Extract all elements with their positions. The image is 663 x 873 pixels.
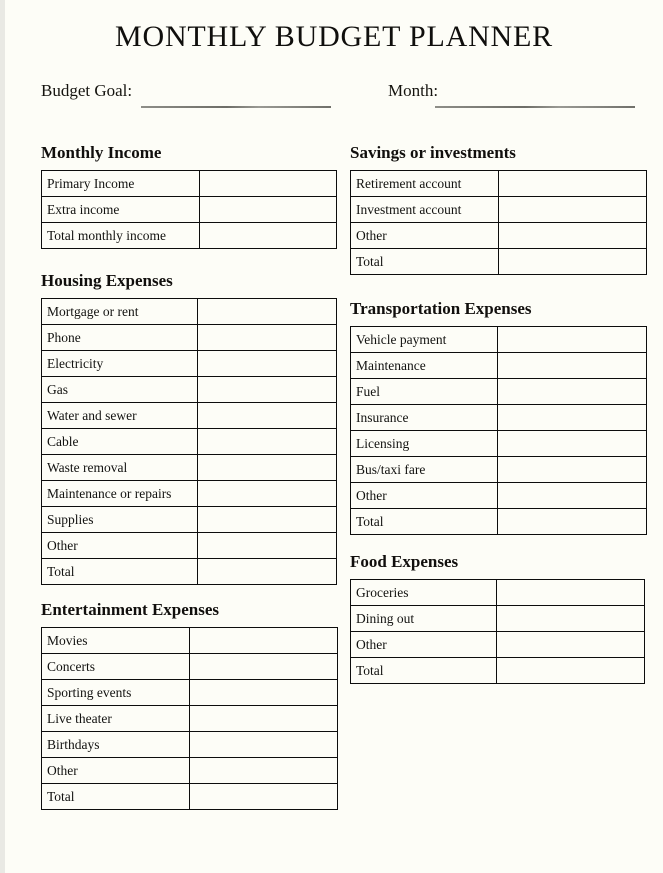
- row-label: Supplies: [42, 507, 198, 533]
- table-row: [42, 533, 337, 559]
- row-label: Other: [351, 223, 499, 249]
- row-label: Groceries: [351, 580, 497, 606]
- table-row: [351, 327, 647, 353]
- table-row: [42, 171, 337, 197]
- row-label: Other: [42, 533, 198, 559]
- table-row: [42, 628, 338, 654]
- table-row: [42, 680, 338, 706]
- budget-planner-page: [5, 0, 663, 873]
- row-value-input[interactable]: [497, 658, 645, 684]
- heading-housing-expenses: Housing Expenses: [41, 271, 173, 290]
- table-row: [42, 758, 338, 784]
- table-row: [42, 654, 338, 680]
- row-label: Total: [351, 658, 497, 684]
- table-row: [351, 223, 647, 249]
- row-value-input[interactable]: [497, 580, 645, 606]
- row-value-input[interactable]: [499, 249, 647, 275]
- row-label: Total: [42, 559, 198, 585]
- month-field[interactable]: [388, 78, 635, 108]
- row-value-input[interactable]: [190, 706, 338, 732]
- row-label: Total monthly income: [42, 223, 200, 249]
- table-row: [351, 197, 647, 223]
- row-label: Cable: [42, 429, 198, 455]
- row-value-input[interactable]: [198, 455, 337, 481]
- table-row: [42, 197, 337, 223]
- row-label: Dining out: [351, 606, 497, 632]
- table-savings-investments: [350, 170, 647, 275]
- table-row: [351, 580, 645, 606]
- row-value-input[interactable]: [498, 509, 647, 535]
- table-entertainment-expenses: [41, 627, 338, 810]
- row-label: Total: [351, 249, 499, 275]
- row-value-input[interactable]: [190, 732, 338, 758]
- table-row: [42, 559, 337, 585]
- row-label: Concerts: [42, 654, 190, 680]
- row-label: Movies: [42, 628, 190, 654]
- row-label: Total: [42, 784, 190, 810]
- row-value-input[interactable]: [198, 325, 337, 351]
- row-label: Total: [351, 509, 498, 535]
- budget-goal-label: Budget Goal:: [41, 81, 133, 100]
- table-row: [351, 509, 647, 535]
- table-row: [42, 325, 337, 351]
- section-monthly-income: [41, 143, 337, 249]
- heading-food-expenses: Food Expenses: [350, 552, 459, 571]
- row-label: Other: [351, 632, 497, 658]
- table-row: [351, 431, 647, 457]
- table-monthly-income: [41, 170, 337, 249]
- row-label: Birthdays: [42, 732, 190, 758]
- row-value-input[interactable]: [190, 784, 338, 810]
- section-savings-investments: [350, 143, 647, 275]
- row-value-input[interactable]: [499, 171, 647, 197]
- row-label: Maintenance: [351, 353, 498, 379]
- row-value-input[interactable]: [190, 758, 338, 784]
- row-value-input[interactable]: [498, 431, 647, 457]
- row-label: Retirement account: [351, 171, 499, 197]
- month-write-line[interactable]: [435, 106, 635, 108]
- row-value-input[interactable]: [499, 197, 647, 223]
- row-value-input[interactable]: [498, 405, 647, 431]
- row-value-input[interactable]: [198, 507, 337, 533]
- row-value-input[interactable]: [198, 299, 337, 325]
- row-value-input[interactable]: [190, 628, 338, 654]
- table-row: [42, 481, 337, 507]
- table-row: [42, 223, 337, 249]
- table-row: [351, 405, 647, 431]
- row-label: Vehicle payment: [351, 327, 498, 353]
- budget-goal-write-line[interactable]: [141, 106, 331, 108]
- table-row: [42, 377, 337, 403]
- table-row: [42, 351, 337, 377]
- table-row: [42, 732, 338, 758]
- row-value-input[interactable]: [198, 533, 337, 559]
- table-row: [42, 429, 337, 455]
- table-row: [351, 606, 645, 632]
- table-row: [351, 457, 647, 483]
- row-label: Waste removal: [42, 455, 198, 481]
- month-label: Month:: [388, 81, 439, 100]
- table-row: [42, 455, 337, 481]
- row-label: Primary Income: [42, 171, 200, 197]
- row-value-input[interactable]: [498, 327, 647, 353]
- row-value-input[interactable]: [198, 559, 337, 585]
- section-food-expenses: [350, 552, 645, 684]
- row-value-input[interactable]: [498, 353, 647, 379]
- row-value-input[interactable]: [498, 457, 647, 483]
- section-housing-expenses: [41, 271, 337, 585]
- row-label: Phone: [42, 325, 198, 351]
- table-row: [42, 507, 337, 533]
- row-label: Maintenance or repairs: [42, 481, 198, 507]
- row-value-input[interactable]: [497, 632, 645, 658]
- page-title: MONTHLY BUDGET PLANNER: [115, 20, 553, 53]
- row-label: Insurance: [351, 405, 498, 431]
- row-label: Water and sewer: [42, 403, 198, 429]
- row-label: Gas: [42, 377, 198, 403]
- table-row: [351, 171, 647, 197]
- row-label: Fuel: [351, 379, 498, 405]
- row-label: Mortgage or rent: [42, 299, 198, 325]
- table-housing-expenses: [41, 298, 337, 585]
- row-label: Electricity: [42, 351, 198, 377]
- table-row: [42, 403, 337, 429]
- row-label: Licensing: [351, 431, 498, 457]
- table-transportation-expenses: [350, 326, 647, 535]
- heading-savings-investments: Savings or investments: [350, 143, 516, 162]
- row-label: Extra income: [42, 197, 200, 223]
- row-value-input[interactable]: [190, 680, 338, 706]
- table-row: [351, 353, 647, 379]
- row-value-input[interactable]: [198, 377, 337, 403]
- table-row: [351, 483, 647, 509]
- section-entertainment-expenses: [41, 600, 338, 810]
- row-value-input[interactable]: [498, 483, 647, 509]
- row-label: Bus/taxi fare: [351, 457, 498, 483]
- row-value-input[interactable]: [198, 403, 337, 429]
- row-value-input[interactable]: [198, 481, 337, 507]
- row-value-input[interactable]: [198, 429, 337, 455]
- budget-goal-field[interactable]: [41, 78, 331, 108]
- row-value-input[interactable]: [200, 171, 337, 197]
- table-row: [351, 632, 645, 658]
- heading-transportation-expenses: Transportation Expenses: [350, 299, 532, 318]
- table-row: [351, 658, 645, 684]
- section-transportation-expenses: [350, 299, 647, 535]
- row-label: Other: [351, 483, 498, 509]
- row-label: Other: [42, 758, 190, 784]
- row-value-input[interactable]: [497, 606, 645, 632]
- row-label: Live theater: [42, 706, 190, 732]
- table-row: [42, 299, 337, 325]
- table-row: [42, 784, 338, 810]
- row-value-input[interactable]: [198, 351, 337, 377]
- table-row: [42, 706, 338, 732]
- row-value-input[interactable]: [498, 379, 647, 405]
- row-value-input[interactable]: [200, 223, 337, 249]
- row-label: Sporting events: [42, 680, 190, 706]
- table-row: [351, 379, 647, 405]
- table-food-expenses: [350, 579, 645, 684]
- row-value-input[interactable]: [200, 197, 337, 223]
- heading-monthly-income: Monthly Income: [41, 143, 162, 162]
- row-label: Investment account: [351, 197, 499, 223]
- row-value-input[interactable]: [499, 223, 647, 249]
- table-row: [351, 249, 647, 275]
- heading-entertainment-expenses: Entertainment Expenses: [41, 600, 220, 619]
- row-value-input[interactable]: [190, 654, 338, 680]
